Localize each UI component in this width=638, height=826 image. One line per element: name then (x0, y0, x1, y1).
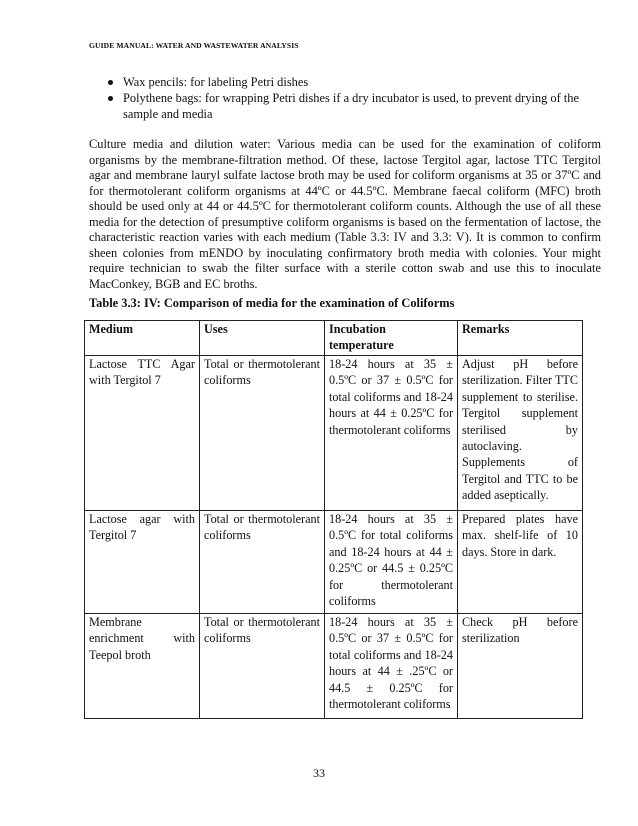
cell-remarks: Check pH before sterilization (458, 614, 583, 719)
cell-medium: Lactose agar with Tergitol 7 (85, 511, 200, 614)
cell-remarks: Adjust pH before sterilization. Filter TTC supplement to sterilise. Tergitol supplement sterilised by autoclaving. Supplements of Tergitol and TTC to be added aseptically. (458, 356, 583, 511)
column-header-medium: Medium (85, 321, 200, 356)
table-row (85, 356, 583, 511)
column-header-incubation: Incubation temperature (325, 321, 458, 356)
culture-media-paragraph: Culture media and dilution water: Various media can be used for the examination of coliform organisms by the membrane-filtration method. Of these, lactose Tergitol agar, lactose TTC Tergitol agar and membrane lauryl sulfate lactose broth may be used for coliform organisms at 35 or 37ºC and for thermotolerant coliform organisms at 44ºC or 44.5ºC. Membrane faecal coliform (MFC) broth should be used only at 44 or 44.5ºC for thermotolerant coliform counts. Although the use of all these media for the detection of presumptive coliform organisms is based on the fermentation of lactose, the characteristic reaction varies with each medium (Table 3.3: IV and 3.3: V). It is common to confirm sheen colonies from mENDO by inoculating confirmatory broth media with colonies. Your might require technician to swab the filter surface with a sterile cotton swab and use this to inoculate MacConkey, BGB and EC broths. (89, 137, 601, 291)
table-row (85, 614, 583, 719)
cell-incubation: 18-24 hours at 35 ± 0.5ºC or 37 ± 0.5ºC for total coliforms and 18-24 hours at 44 ± 0.25ºC for thermotolerant coliforms (325, 356, 458, 511)
cell-incubation: 18-24 hours at 35 ± 0.5ºC for total coliforms and 18-24 hours at 44 ± 0.25ºC or 44.5 ± 0.25ºC for thermotolerant coliforms (325, 511, 458, 614)
list-item: Polythene bags: for wrapping Petri dishes if a dry incubator is used, to prevent drying of the sample and media (108, 90, 602, 122)
table-header-row (85, 321, 583, 356)
cell-uses: Total or thermotolerant coliforms (200, 356, 325, 511)
table-caption: Table 3.3: IV: Comparison of media for the examination of Coliforms (89, 296, 455, 310)
page-number: 33 (313, 766, 325, 780)
cell-incubation: 18-24 hours at 35 ± 0.5ºC or 37 ± 0.5ºC for total coliforms and 18-24 hours at 44 ± .25ºC or 44.5 ± 0.25ºC for thermotolerant coliforms (325, 614, 458, 719)
cell-medium: Membrane enrichment with Teepol broth (85, 614, 200, 719)
column-header-remarks: Remarks (458, 321, 583, 356)
table-row (85, 511, 583, 614)
cell-uses: Total or thermotolerant coliforms (200, 511, 325, 614)
cell-remarks: Prepared plates have max. shelf-life of 10 days. Store in dark. (458, 511, 583, 614)
running-header: GUIDE MANUAL: WATER AND WASTEWATER ANALYSIS (89, 41, 299, 50)
list-item: Wax pencils: for labeling Petri dishes (108, 74, 602, 90)
media-comparison-table (84, 320, 583, 719)
cell-uses: Total or thermotolerant coliforms (200, 614, 325, 719)
cell-medium: Lactose TTC Agar with Tergitol 7 (85, 356, 200, 511)
equipment-list (108, 74, 602, 122)
column-header-uses: Uses (200, 321, 325, 356)
